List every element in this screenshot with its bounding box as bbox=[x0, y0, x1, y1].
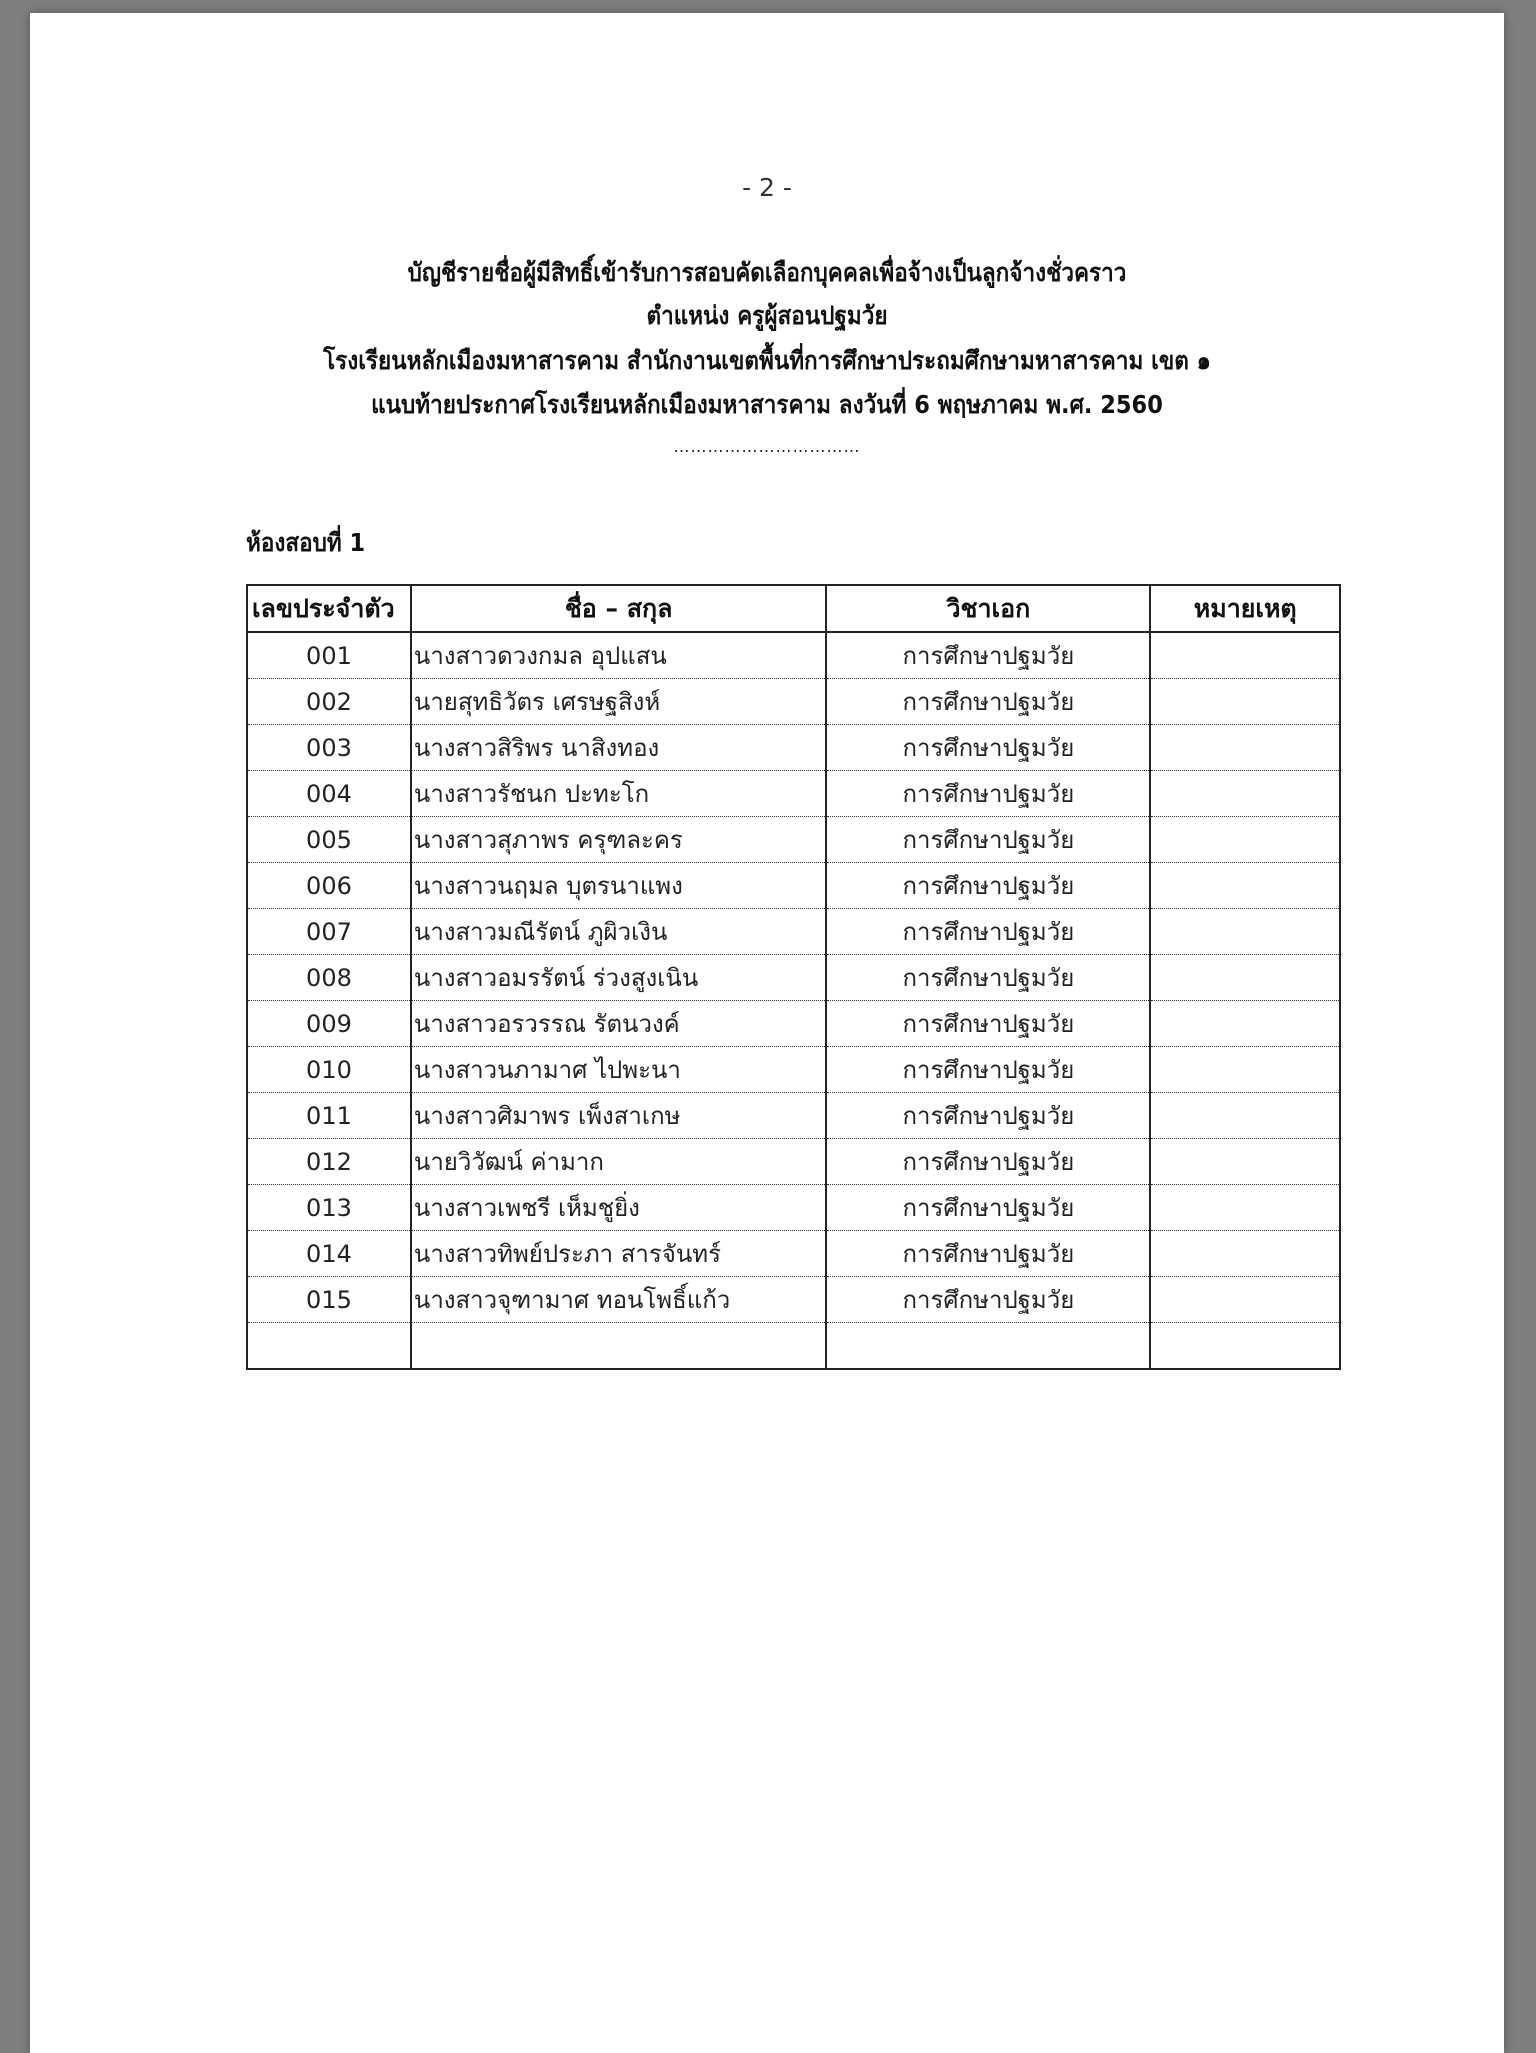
cell-id: 002 bbox=[247, 679, 411, 725]
cell-note bbox=[1150, 1139, 1340, 1185]
header-note: หมายเหตุ bbox=[1150, 585, 1340, 632]
cell-name: นางสาวดวงกมล อุปแสน bbox=[411, 632, 826, 679]
cell-id: 012 bbox=[247, 1139, 411, 1185]
cell-name: นายวิวัฒน์ ค่ามาก bbox=[411, 1139, 826, 1185]
cell-note bbox=[1150, 1001, 1340, 1047]
cell-id: 004 bbox=[247, 771, 411, 817]
cell-major: การศึกษาปฐมวัย bbox=[826, 1139, 1150, 1185]
cell-name: นางสาวศิมาพร เพ็งสาเกษ bbox=[411, 1093, 826, 1139]
cell-major: การศึกษาปฐมวัย bbox=[826, 1047, 1150, 1093]
table-row bbox=[247, 863, 1340, 909]
separator: …………………………… bbox=[673, 437, 861, 456]
title-line-4: แนบท้ายประกาศโรงเรียนหลักเมืองมหาสารคาม ลงวันที่ 6 พฤษภาคม พ.ศ. 2560 bbox=[371, 390, 1163, 419]
cell-name: นางสาวทิพย์ประภา สารจันทร์ bbox=[411, 1231, 826, 1277]
cell-name bbox=[411, 1323, 826, 1370]
page-number: - 2 - bbox=[742, 173, 792, 202]
cell-major: การศึกษาปฐมวัย bbox=[826, 725, 1150, 771]
cell-name: นางสาวสุภาพร ครุฑละคร bbox=[411, 817, 826, 863]
cell-major: การศึกษาปฐมวัย bbox=[826, 632, 1150, 679]
cell-id: 014 bbox=[247, 1231, 411, 1277]
cell-id: 001 bbox=[247, 632, 411, 679]
cell-note bbox=[1150, 632, 1340, 679]
cell-major: การศึกษาปฐมวัย bbox=[826, 817, 1150, 863]
cell-name: นางสาวมณีรัตน์ ภูผิวเงิน bbox=[411, 909, 826, 955]
cell-id: 007 bbox=[247, 909, 411, 955]
cell-name: นางสาวจุฑามาศ ทอนโพธิ์แก้ว bbox=[411, 1277, 826, 1323]
cell-name: นายสุทธิวัตร เศรษฐสิงห์ bbox=[411, 679, 826, 725]
cell-major: การศึกษาปฐมวัย bbox=[826, 863, 1150, 909]
cell-id: 008 bbox=[247, 955, 411, 1001]
table-row bbox=[247, 771, 1340, 817]
table-row bbox=[247, 1277, 1340, 1323]
cell-name: นางสาวนฤมล บุตรนาแพง bbox=[411, 863, 826, 909]
cell-name: นางสาวอมรรัตน์ ร่วงสูงเนิน bbox=[411, 955, 826, 1001]
cell-note bbox=[1150, 725, 1340, 771]
cell-note bbox=[1150, 1231, 1340, 1277]
table-row bbox=[247, 1001, 1340, 1047]
cell-major bbox=[826, 1323, 1150, 1370]
cell-note bbox=[1150, 1047, 1340, 1093]
cell-id: 009 bbox=[247, 1001, 411, 1047]
cell-major: การศึกษาปฐมวัย bbox=[826, 1093, 1150, 1139]
table-row bbox=[247, 1231, 1340, 1277]
cell-note bbox=[1150, 863, 1340, 909]
cell-note bbox=[1150, 817, 1340, 863]
header-major: วิชาเอก bbox=[826, 585, 1150, 632]
cell-id: 003 bbox=[247, 725, 411, 771]
table-row bbox=[247, 817, 1340, 863]
cell-id: 011 bbox=[247, 1093, 411, 1139]
cell-major: การศึกษาปฐมวัย bbox=[826, 1001, 1150, 1047]
cell-name: นางสาวนภามาศ ไปพะนา bbox=[411, 1047, 826, 1093]
cell-major: การศึกษาปฐมวัย bbox=[826, 1277, 1150, 1323]
cell-name: นางสาวสิริพร นาสิงทอง bbox=[411, 725, 826, 771]
cell-note bbox=[1150, 1093, 1340, 1139]
table-row bbox=[247, 1323, 1340, 1370]
cell-id: 006 bbox=[247, 863, 411, 909]
table-row bbox=[247, 1139, 1340, 1185]
table-row bbox=[247, 1093, 1340, 1139]
header-name: ชื่อ – สกุล bbox=[411, 585, 826, 632]
cell-major: การศึกษาปฐมวัย bbox=[826, 1231, 1150, 1277]
cell-major: การศึกษาปฐมวัย bbox=[826, 955, 1150, 1001]
header-id: เลขประจำตัว bbox=[247, 585, 411, 632]
cell-note bbox=[1150, 1185, 1340, 1231]
table-row bbox=[247, 955, 1340, 1001]
cell-major: การศึกษาปฐมวัย bbox=[826, 771, 1150, 817]
cell-id: 010 bbox=[247, 1047, 411, 1093]
table-row bbox=[247, 632, 1340, 679]
cell-note bbox=[1150, 679, 1340, 725]
cell-major: การศึกษาปฐมวัย bbox=[826, 909, 1150, 955]
cell-note bbox=[1150, 955, 1340, 1001]
room-label: ห้องสอบที่ 1 bbox=[246, 528, 366, 557]
cell-id bbox=[247, 1323, 411, 1370]
cell-name: นางสาวรัชนก ปะทะโก bbox=[411, 771, 826, 817]
title-line-2: ตำแหน่ง ครูผู้สอนปฐมวัย bbox=[646, 301, 888, 330]
cell-name: นางสาวอรวรรณ รัตนวงค์ bbox=[411, 1001, 826, 1047]
cell-name: นางสาวเพชรี เห็มชูยิ่ง bbox=[411, 1185, 826, 1231]
cell-major: การศึกษาปฐมวัย bbox=[826, 679, 1150, 725]
title-line-3: โรงเรียนหลักเมืองมหาสารคาม สำนักงานเขตพื้นที่การศึกษาประถมศึกษามหาสารคาม เขต ๑ bbox=[323, 346, 1211, 375]
cell-id: 015 bbox=[247, 1277, 411, 1323]
cell-note bbox=[1150, 909, 1340, 955]
document-page bbox=[30, 13, 1504, 2053]
table-row bbox=[247, 1047, 1340, 1093]
table-row bbox=[247, 725, 1340, 771]
cell-id: 005 bbox=[247, 817, 411, 863]
table-row bbox=[247, 679, 1340, 725]
cell-major: การศึกษาปฐมวัย bbox=[826, 1185, 1150, 1231]
table-row bbox=[247, 1185, 1340, 1231]
candidate-table bbox=[246, 584, 1341, 1370]
title-line-1: บัญชีรายชื่อผู้มีสิทธิ์เข้ารับการสอบคัดเลือกบุคคลเพื่อจ้างเป็นลูกจ้างชั่วคราว bbox=[407, 258, 1127, 287]
table-row bbox=[247, 909, 1340, 955]
cell-note bbox=[1150, 771, 1340, 817]
cell-note bbox=[1150, 1323, 1340, 1370]
table-header-row bbox=[247, 585, 1340, 632]
cell-id: 013 bbox=[247, 1185, 411, 1231]
cell-note bbox=[1150, 1277, 1340, 1323]
